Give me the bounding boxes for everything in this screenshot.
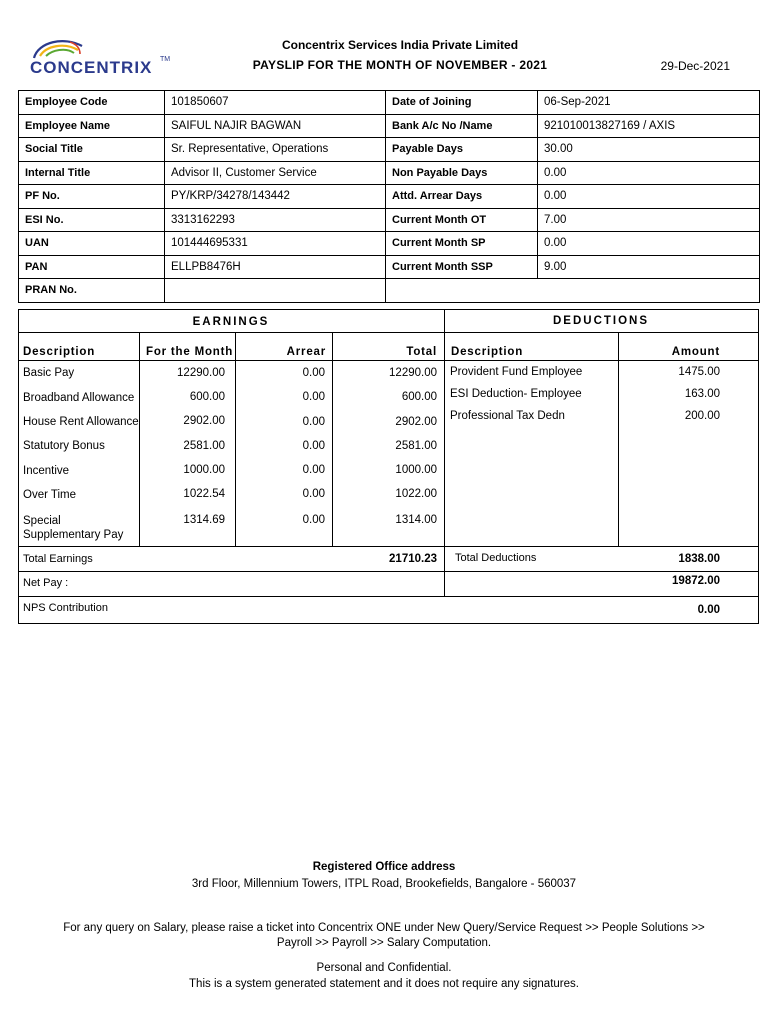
earning-month: 12290.00 [177,367,225,379]
earn-col-arrear: Arrear [286,346,326,358]
confidential-note: Personal and Confidential. [316,962,452,974]
earning-desc: Basic Pay [23,367,75,379]
info-label: PAN [19,255,165,279]
office-title: Registered Office address [312,861,456,873]
earning-arrear: 0.00 [302,367,325,379]
info-label: Attd. Arrear Days [386,185,538,209]
info-label: Non Payable Days [386,161,538,185]
info-value: 3313162293 [165,208,386,232]
earning-desc: Special Supplementary Pay [23,515,124,541]
info-label: Current Month SSP [386,255,538,279]
info-value: 101850607 [165,91,386,115]
earning-month: 1314.69 [183,514,225,526]
title-rule [18,332,758,333]
info-value: 101444695331 [165,232,386,256]
query-line-2: Payroll >> Payroll >> Salary Computation. [276,937,492,949]
payslip-title: PAYSLIP FOR THE MONTH OF NOVEMBER - 2021 [252,58,548,72]
info-row [19,185,760,209]
info-row [19,208,760,232]
info-row [19,91,760,115]
employee-info-table [18,90,760,303]
info-label: Internal Title [19,161,165,185]
earning-desc: House Rent Allowance [23,416,139,428]
info-value: 0.00 [538,161,760,185]
payslip-date: 29-Dec-2021 [660,59,730,73]
info-value [165,279,386,303]
concentrix-logo [28,36,178,80]
info-label: Payable Days [386,138,538,162]
earning-desc: Broadband Allowance [23,392,135,404]
total-deductions-value: 1838.00 [678,553,720,565]
earning-arrear: 0.00 [302,440,325,452]
deduction-desc: Professional Tax Dedn [450,410,565,422]
info-value: SAIFUL NAJIR BAGWAN [165,114,386,138]
info-value: PY/KRP/34278/143442 [165,185,386,209]
earning-total: 1000.00 [395,464,437,476]
nps-value: 0.00 [697,604,720,616]
info-value: Sr. Representative, Operations [165,138,386,162]
info-value: 921010013827169 / AXIS [538,114,760,138]
earn-col-total: Total [406,346,437,358]
info-label: UAN [19,232,165,256]
earning-total: 12290.00 [389,367,437,379]
info-label: Employee Name [19,114,165,138]
info-value: 0.00 [538,185,760,209]
deduction-desc: ESI Deduction- Employee [450,388,582,400]
office-address: 3rd Floor, Millennium Towers, ITPL Road, Brookefields, Bangalore - 560037 [191,878,577,890]
earning-desc: Incentive [23,465,70,477]
info-row [19,255,760,279]
earnings-title: EARNINGS [192,316,270,328]
net-pay-value: 19872.00 [672,575,720,587]
section-divider [444,309,445,596]
info-value: Advisor II, Customer Service [165,161,386,185]
earning-month: 2902.00 [183,415,225,427]
earning-arrear: 0.00 [302,514,325,526]
totals-rule [18,546,758,547]
colhead-rule [18,360,758,361]
info-empty-cell [386,279,538,303]
logo-trademark: TM [160,56,171,63]
earning-arrear: 0.00 [302,464,325,476]
earning-month: 600.00 [189,391,225,403]
info-row [19,232,760,256]
info-label: Current Month SP [386,232,538,256]
earning-desc: Over Time [23,489,77,501]
info-value: 7.00 [538,208,760,232]
earning-total: 600.00 [401,391,437,403]
netpay-rule [18,571,758,572]
nps-label: NPS Contribution [23,602,108,614]
nps-rule [18,596,758,597]
net-pay-label: Net Pay : [23,577,69,589]
earning-total: 2902.00 [395,416,437,428]
earning-arrear: 0.00 [302,488,325,500]
logo-wordmark: CONCENTRIX [30,58,153,77]
info-label: Current Month OT [386,208,538,232]
deduction-amount: 200.00 [684,410,720,422]
company-name: Concentrix Services India Private Limited [281,38,519,52]
info-label: Date of Joining [386,91,538,115]
info-value: 9.00 [538,255,760,279]
info-label: Employee Code [19,91,165,115]
earning-arrear: 0.00 [302,391,325,403]
ded-col-amount: Amount [671,346,720,358]
total-earnings-value: 21710.23 [389,553,437,565]
info-empty-cell [538,279,760,303]
earn-col-description: Description [23,346,96,358]
info-row [19,138,760,162]
earning-total: 2581.00 [395,440,437,452]
deduction-amount: 163.00 [684,388,720,400]
earning-desc: Statutory Bonus [23,440,105,452]
info-label: Bank A/c No /Name [386,114,538,138]
deduction-desc: Provident Fund Employee [450,366,583,378]
info-label: PF No. [19,185,165,209]
info-label: Social Title [19,138,165,162]
total-deductions-label: Total Deductions [455,552,537,564]
info-label: ESI No. [19,208,165,232]
earning-month: 1022.54 [183,488,225,500]
query-line-1: For any query on Salary, please raise a ticket into Concentrix ONE under New Query/Service Request >> People Solutions >> [63,922,705,934]
earning-total: 1314.00 [395,514,437,526]
earning-arrear: 0.00 [302,416,325,428]
earn-col-month: For the Month [146,346,234,358]
system-generated-note: This is a system generated statement and it does not require any signatures. [189,978,579,990]
info-value: 0.00 [538,232,760,256]
info-value: ELLPB8476H [165,255,386,279]
info-value: 06-Sep-2021 [538,91,760,115]
deductions-title: DEDUCTIONS [552,315,650,327]
info-value: 30.00 [538,138,760,162]
total-earnings-label: Total Earnings [23,553,93,565]
earning-total: 1022.00 [395,488,437,500]
deduction-amount: 1475.00 [678,366,720,378]
info-row [19,114,760,138]
info-row [19,279,760,303]
earning-month: 1000.00 [183,464,225,476]
ded-col-line [618,332,619,546]
earning-month: 2581.00 [183,440,225,452]
info-label: PRAN No. [19,279,165,303]
ded-col-description: Description [451,346,524,358]
info-row [19,161,760,185]
